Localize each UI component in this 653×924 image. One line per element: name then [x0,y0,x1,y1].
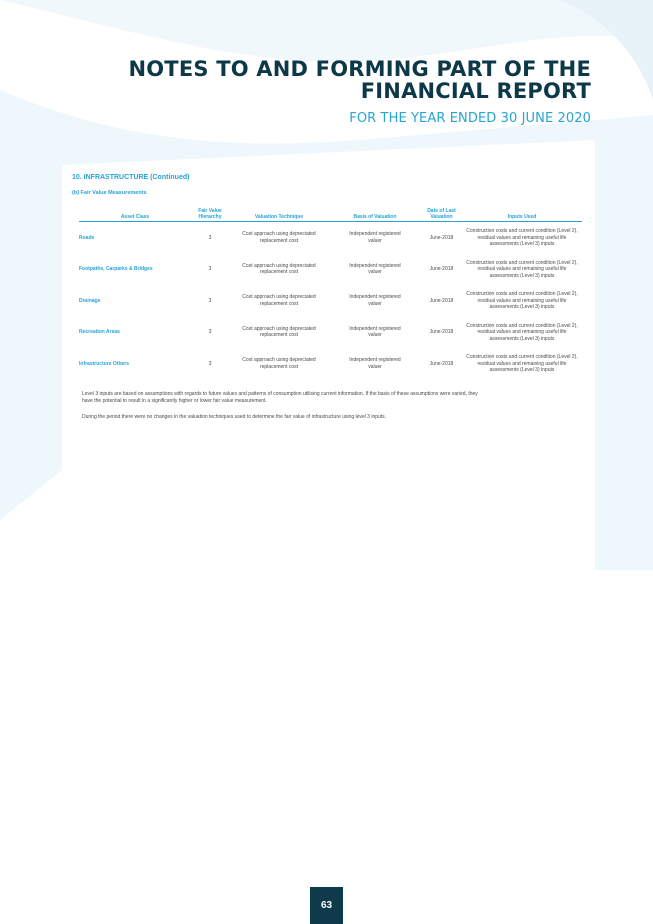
basis-cell: Independent registered valuer [349,294,401,307]
header-basis-of-valuation: Basis of Valuation [329,208,421,222]
page-number-badge [310,887,343,924]
page-number: 63 [320,900,333,911]
basis-cell: Independent registered valuer [349,262,401,276]
basis-cell: Independent registered valuer [349,325,401,339]
technique-cell: Cost approach using depreciated replacement cost [242,325,316,339]
technique-cell: Cost approach using depreciated replacement cost [242,357,316,370]
table-row [79,348,582,380]
asset-class-cell: Recreation Areas [79,329,120,335]
table-row [79,285,582,317]
date-cell: June-2018 [429,297,454,304]
asset-class-cell: Infrastructure Others [79,360,130,367]
header-asset-class: Asset Class [79,208,191,222]
hierarchy-cell: 3 [208,360,212,367]
inputs-cell: Construction costs and current condition (Level 2), residual values and remaining useful life assessments (Level 3) inputs [466,354,578,373]
hierarchy-cell: 3 [208,234,212,241]
table-row [79,254,582,286]
table-row [79,222,582,254]
inputs-cell: Construction costs and current condition (Level 2), residual values and remaining useful life assessments (Level 3) inputs [466,228,578,247]
header-valuation-technique: Valuation Technique [229,208,329,222]
table-header-row [79,208,582,222]
asset-class-cell: Footpaths, Carparks & Bridges [79,266,153,272]
title-line-2: FINANCIAL REPORT [360,79,591,103]
header-date-of-last-valuation: Date of Last Valuation [421,208,462,222]
hierarchy-cell: 3 [208,266,212,272]
hierarchy-cell: 3 [208,329,212,335]
date-cell: June-2018 [429,266,454,272]
fair-value-table [79,208,582,380]
level3-note: Level 3 inputs are based on assumptions with regards to future values and patterns of consumption utilising current information. If the basis of these assumptions were varied, they have the potential to result in a significantly higher or lower fair value measurement. [82,391,478,404]
header-inputs-used: Inputs Used [462,208,582,222]
table-row [79,317,582,349]
no-changes-note: During the period there were no changes in the valuation techniques used to determine the fair value of infrastructure using level 3 inputs. [82,414,387,420]
inputs-cell: Construction costs and current condition (Level 2), residual values and remaining useful life assessments (Level 3) inputs [466,291,578,310]
technique-cell: Cost approach using depreciated replacement cost [242,294,316,307]
asset-class-cell: Roads [79,234,95,241]
inputs-cell: Construction costs and current condition (Level 2), residual values and remaining useful life assessments (Level 3) inputs [466,322,578,342]
section-heading: 10. INFRASTRUCTURE (Continued) [72,174,190,181]
inputs-cell: Construction costs and current condition (Level 2), residual values and remaining useful life assessments (Level 3) inputs [466,259,578,279]
hierarchy-cell: 3 [208,297,212,304]
page-subtitle: FOR THE YEAR ENDED 30 JUNE 2020 [349,111,591,126]
date-cell: June-2018 [429,234,454,241]
technique-cell: Cost approach using depreciated replacement cost [242,262,316,276]
date-cell: June-2018 [429,360,454,367]
technique-cell: Cost approach using depreciated replacement cost [242,231,316,244]
date-cell: June-2018 [429,329,454,335]
asset-class-cell: Drainage [79,297,101,304]
page-title [128,58,591,102]
basis-cell: Independent registered valuer [349,231,401,244]
subsection-heading: (b) Fair Value Measurements [72,190,147,196]
basis-cell: Independent registered valuer [349,357,401,370]
header-fair-value-hierarchy: Fair Value Hierarchy [191,208,229,222]
title-line-1: NOTES TO AND FORMING PART OF THE [128,57,591,81]
